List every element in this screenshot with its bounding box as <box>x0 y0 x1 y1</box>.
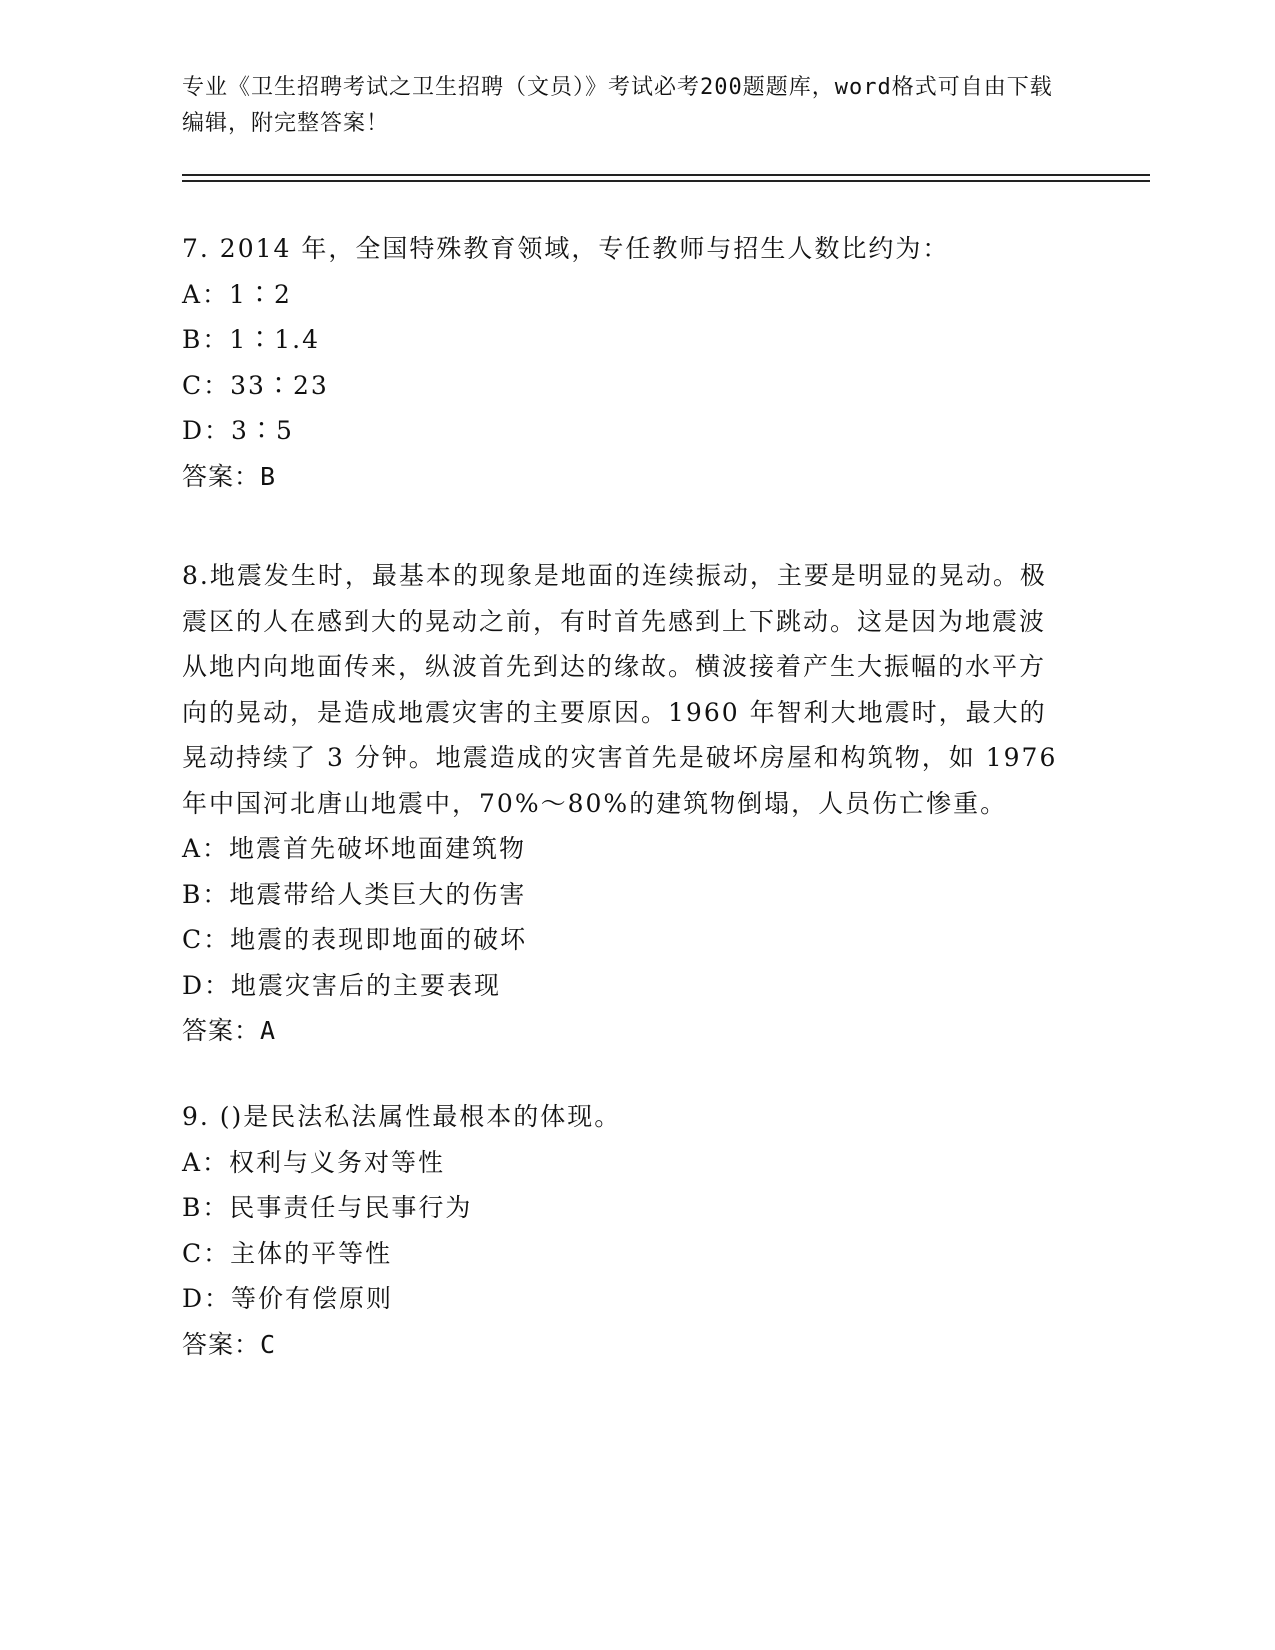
option-c: C：33∶23 <box>182 370 329 400</box>
question-9 <box>182 1094 1062 1367</box>
option-d: D：3∶5 <box>182 416 294 445</box>
option-b: B：1∶1.4 <box>182 325 321 354</box>
option-b: B：民事责任与民事行为 <box>182 1193 473 1222</box>
option-a: A：地震首先破坏地面建筑物 <box>182 834 527 863</box>
question-7 <box>182 226 1062 499</box>
option-b: B：地震带给人类巨大的伤害 <box>182 879 527 909</box>
option-c: C：主体的平等性 <box>182 1238 393 1268</box>
question-stem: 8.地震发生时，最基本的现象是地面的连续振动，主要是明显的晃动。极震区的人在感到大的晃动之前，有时首先感到上下跳动。这是因为地震波从地内向地面传来，纵波首先到达的缘故。横波接着产生大振幅的水平方向的晃动，是造成地震灾害的主要原因。1960 年智利大地震时，最大的晃动持续了 3 分钟。地震造成的灾害首先是破坏房屋和构筑物，如 1976 年中国河北唐山地震中，70%～80%的建筑物倒塌，人员伤亡惨重。 <box>182 561 1058 818</box>
header-divider-bottom <box>182 180 1150 182</box>
question-stem: 9. ()是民法私法属性最根本的体现。 <box>182 1102 622 1131</box>
answer-line: 答案：B <box>182 461 277 491</box>
option-d: D：等价有偿原则 <box>182 1284 394 1313</box>
option-d: D：地震灾害后的主要表现 <box>182 970 502 1000</box>
question-stem: 7. 2014 年，全国特殊教育领域，专任教师与招生人数比约为： <box>182 234 950 263</box>
document-header: 专业《卫生招聘考试之卫生招聘（文员）》考试必考200题题库，word格式可自由下载编辑，附完整答案！ <box>182 75 1053 136</box>
question-8 <box>182 553 1062 1054</box>
answer-line: 答案：C <box>182 1329 277 1359</box>
option-a: A：1∶2 <box>182 279 292 309</box>
answer-line: 答案：A <box>182 1016 277 1045</box>
option-c: C：地震的表现即地面的破坏 <box>182 925 528 954</box>
header-divider-top <box>182 174 1150 176</box>
option-a: A：权利与义务对等性 <box>182 1147 446 1177</box>
